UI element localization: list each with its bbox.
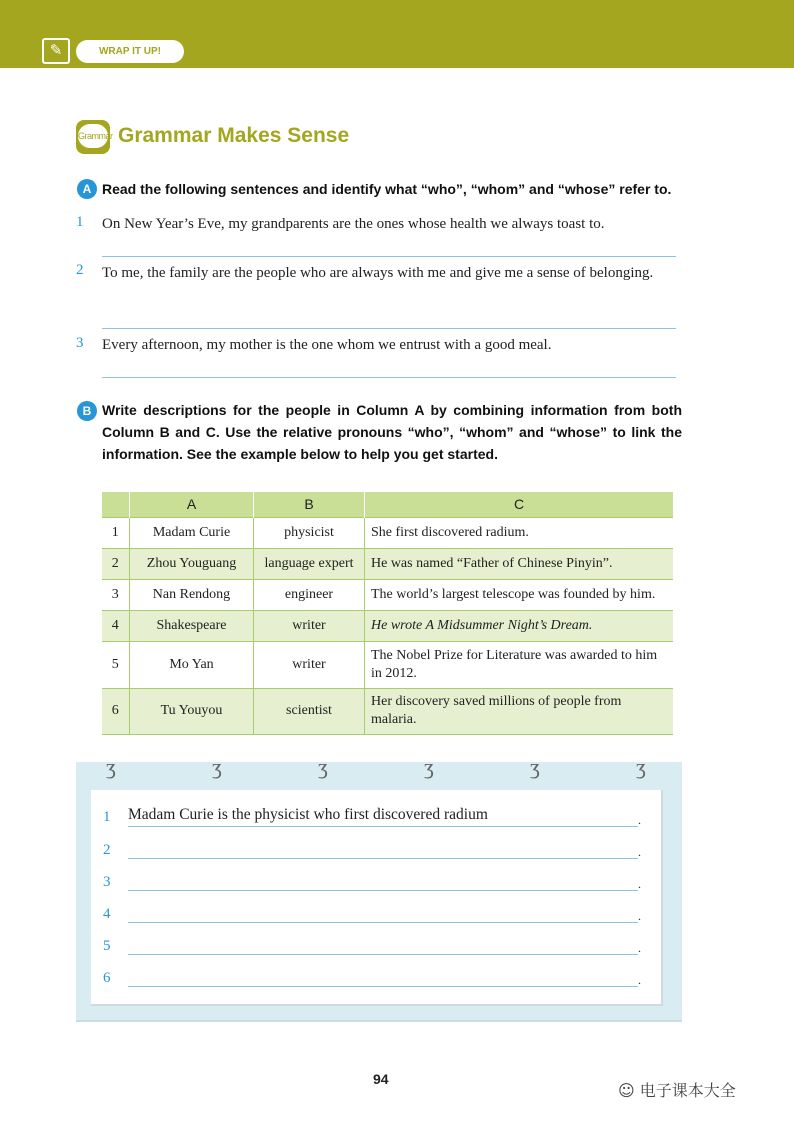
table-row [102,641,674,688]
answer-number: 5 [103,938,111,954]
answer-line[interactable] [128,826,638,827]
instruction-b: Write descriptions for the people in Column A by combining information from both Column B and C. Use the relative pronouns “who”, “whom” and “whose” to link the information. See the example below to help you get started. [102,402,682,462]
table-row [102,548,674,579]
col-header [102,492,130,517]
watermark-text: 电子课本大全 [639,1081,736,1100]
item-number: 3 [76,335,84,351]
period: . [638,909,641,923]
table-row [102,517,674,548]
sentence: To me, the family are the people who are always with me and give me a sense of belonging. [102,265,654,281]
answer-number: 2 [103,842,111,858]
badge-b: B [77,401,97,421]
cell: The Nobel Prize for Literature was awarded to him in 2012. [365,641,674,688]
sentence: On New Year’s Eve, my grandparents are the ones whose health we always toast to. [102,216,605,232]
cell: Nan Rendong [130,579,254,610]
cell: 4 [102,610,130,641]
table-row [102,688,674,734]
period: . [638,845,641,859]
cell: She first discovered radium. [365,517,674,548]
table-row [102,610,674,641]
cell: physicist [254,517,365,548]
answer-line[interactable] [128,986,638,987]
ring-icon: ʒ [212,754,222,779]
ring-icon: ʒ [106,754,116,779]
ring-icon: ʒ [530,754,540,779]
col-header: A [130,492,254,517]
cell: Her discovery saved millions of people from malaria. [365,688,674,734]
cell: Madam Curie [130,517,254,548]
cell: Shakespeare [130,610,254,641]
sentence: Every afternoon, my mother is the one whom we entrust with a good meal. [102,337,552,353]
cell: 5 [102,641,130,688]
answer-number: 4 [103,906,111,922]
period: . [638,813,641,827]
cell: 2 [102,548,130,579]
cell: language expert [254,548,365,579]
period: . [638,973,641,987]
cell: He was named “Father of Chinese Pinyin”. [365,548,674,579]
answer-line[interactable] [128,922,638,923]
cell: 1 [102,517,130,548]
answer-line[interactable] [128,890,638,891]
ring-icon: ʒ [424,754,434,779]
wechat-icon: ☺ [618,1081,640,1100]
example-answer: Madam Curie is the physicist who first discovered radium [128,806,488,823]
info-table [101,492,673,735]
cell: writer [254,610,365,641]
page-number: 94 [373,1071,389,1087]
answer-number: 1 [103,809,111,825]
col-header: C [365,492,674,517]
instruction-a: Read the following sentences and identify what “who”, “whom” and “whose” refer to. [102,181,672,197]
answer-line[interactable] [102,328,676,329]
item-number: 2 [76,262,84,278]
cell: The world’s largest telescope was founded by him. [365,579,674,610]
section-tag: WRAP IT UP! [76,40,184,63]
cell: writer [254,641,365,688]
cell: Zhou Youguang [130,548,254,579]
answer-number: 3 [103,874,111,890]
answer-number: 6 [103,970,111,986]
badge-a: A [77,179,97,199]
table-row [102,579,674,610]
grammar-icon: Grammar [76,120,110,154]
answer-line[interactable] [128,954,638,955]
watermark [618,1078,736,1101]
ring-icon: ʒ [318,754,328,779]
cell: scientist [254,688,365,734]
answer-line[interactable] [102,256,676,257]
period: . [638,941,641,955]
answer-line[interactable] [128,858,638,859]
table-header [102,492,674,517]
col-header: B [254,492,365,517]
ring-icon: ʒ [636,754,646,779]
cell: He wrote A Midsummer Night’s Dream. [365,610,674,641]
notepad-icon: ✎ [42,38,70,64]
cell: Mo Yan [130,641,254,688]
cell: engineer [254,579,365,610]
answer-line[interactable] [102,377,676,378]
period: . [638,877,641,891]
cell: 3 [102,579,130,610]
item-number: 1 [76,214,84,230]
section-title: Grammar Makes Sense [118,124,350,147]
cell: Tu Youyou [130,688,254,734]
cell: 6 [102,688,130,734]
